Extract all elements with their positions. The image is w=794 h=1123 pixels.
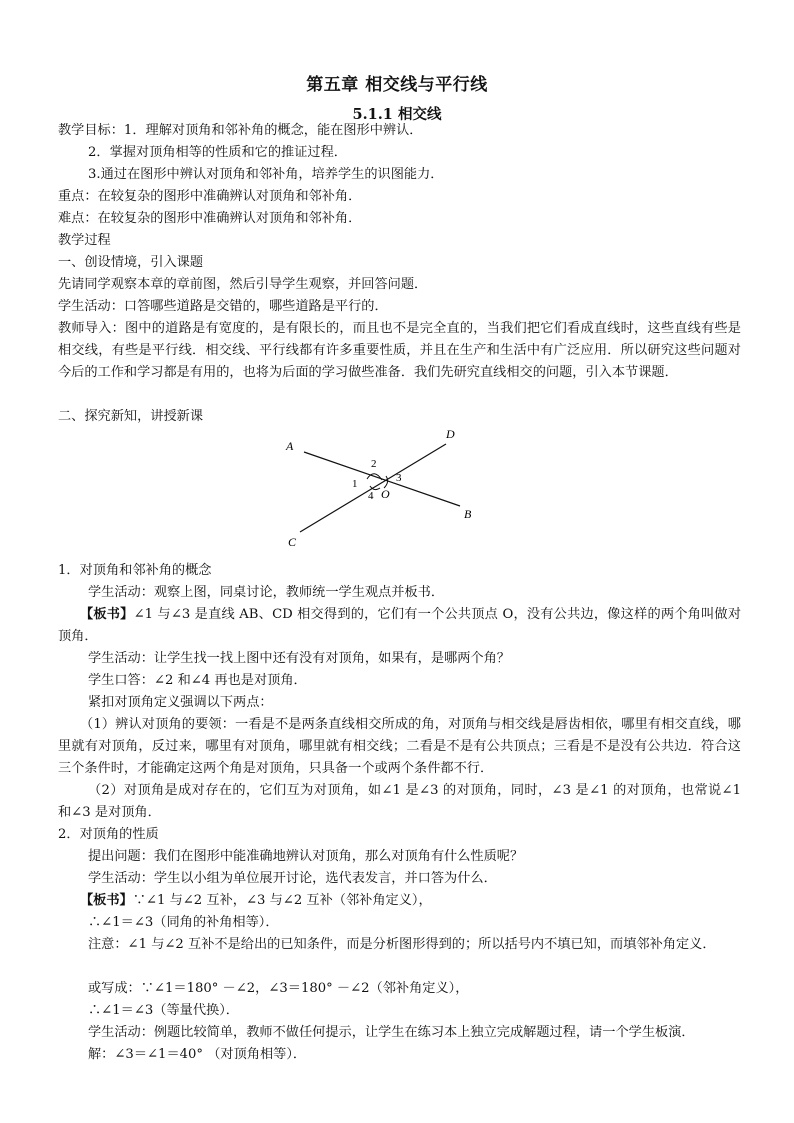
part2-heading: 2．对顶角的性质 — [58, 827, 159, 842]
label-o: O — [381, 487, 390, 501]
part1-heading: 1．对顶角和邻补角的概念 — [58, 563, 212, 578]
label-d: D — [446, 428, 455, 441]
angle-label-4: 4 — [368, 490, 374, 502]
section1-heading: 一、创设情境，引入课题 — [58, 255, 204, 270]
section-title: 5.1.1 相交线 — [352, 106, 442, 123]
section2-heading: 二、探究新知，讲授新课 — [58, 409, 204, 424]
board-tag-2: 【板书】 — [80, 893, 133, 908]
angle-label-1: 1 — [352, 478, 358, 490]
objectives-line-1: 教学目标：1．理解对顶角和邻补角的概念，能在图形中辨认． — [58, 123, 423, 138]
label-a: A — [286, 439, 294, 453]
teacher-intro-paragraph: 教师导入：图中的道路是有宽度的，是有限长的，而且也不是完全直的，当我们把它们看成直线时，这些直线有些是相交线，有些是平行线．相交线、平行线都有许多重要性质，并且在生产和生活中有广泛应用．所以研究这些问题对今后的工作和学习都是有用的，也将为后面的学习做些准备．我们先研究直线相交的问题，引入本节课题． — [58, 321, 741, 380]
part2-note: 注意：∠1 与∠2 互补不是给出的已知条件，而是分析图形得到的；所以括号内不填已知，而填邻补角定义． — [88, 937, 716, 952]
process-heading: 教学过程 — [58, 233, 111, 248]
label-b: B — [464, 507, 472, 521]
part2-question: 提出问题：我们在图形中能准确地辨认对顶角，那么对顶角有什么性质呢？ — [88, 849, 524, 864]
part2-board-conclusion: ∴∠1＝∠3（同角的补角相等）． — [88, 915, 279, 930]
part2-activity: 学生活动：学生以小组为单位展开讨论，选代表发言，并口答为什么． — [88, 871, 497, 886]
part1-activity-1: 学生活动：观察上图，同桌讨论，教师统一学生观点并板书． — [88, 585, 445, 600]
part2-solution: 解：∠3＝∠1＝40° （对顶角相等）． — [88, 1047, 307, 1062]
section1-line-1: 先请同学观察本章的章前图，然后引导学生观察，并回答问题． — [58, 277, 428, 292]
part1-point-1: （1）辨认对顶角的要领：一看是不是两条直线相交所成的角，对顶角与相交线是唇齿相依，哪里有相交直线，哪里就有对顶角，反过来，哪里有对顶角，哪里就有相交线；二看是不是有公共顶点；三看是不是没有公共边．符合这三个条件时，才能确定这两个角是对顶角，只具备一个或两个条件都不行． — [58, 717, 741, 776]
angle-label-3: 3 — [396, 472, 402, 484]
part1-point-2: （2）对顶角是成对存在的，它们互为对顶角，如∠1 是∠3 的对顶角，同时，∠3 是∠1 的对顶角，也常说∠1 和∠3 是对顶角． — [58, 783, 741, 820]
part1-activity-2: 学生活动：让学生找一找上图中还有没有对顶角，如果有，是哪两个角？ — [88, 651, 510, 666]
objectives-line-2: 2．掌握对顶角相等的性质和它的推证过程． — [88, 145, 347, 160]
chapter-title: 第五章 相交线与平行线 — [306, 75, 488, 95]
section1-line-2: 学生活动：口答哪些道路是交错的，哪些道路是平行的． — [58, 299, 388, 314]
board-text-2: ∵∠1 与∠2 互补，∠3 与∠2 互补（邻补角定义）， — [132, 893, 432, 908]
part2-alt-2: ∴∠1＝∠3（等量代换）． — [88, 1003, 239, 1018]
difficulty: 难点：在较复杂的图形中准确辨认对顶角和邻补角． — [58, 211, 362, 226]
part2-alt-1: 或写成：∵∠1＝180° －∠2，∠3＝180° －∠2（邻补角定义）， — [88, 981, 469, 996]
part2-activity-2: 学生活动：例题比较简单，教师不做任何提示，让学生在练习本上独立完成解题过程，请一个学生板演． — [88, 1025, 695, 1040]
intersecting-lines-figure — [282, 428, 478, 550]
board-text: ∠1 与∠3 是直线 AB、CD 相交得到的，它们有一个公共顶点 O，没有公共边，像这样的两个角叫做对顶角． — [58, 607, 742, 644]
label-c: C — [288, 535, 297, 549]
part1-board-paragraph — [58, 604, 741, 648]
part1-oral-answer: 学生口答：∠2 和∠4 再也是对顶角． — [88, 673, 307, 688]
part2-board-line — [80, 890, 765, 912]
key-point: 重点：在较复杂的图形中准确辨认对顶角和邻补角． — [58, 189, 362, 204]
board-tag: 【板书】 — [80, 607, 134, 622]
angle-label-2: 2 — [371, 458, 377, 470]
objectives-line-3: 3.通过在图形中辨认对顶角和邻补角，培养学生的识图能力． — [88, 167, 444, 182]
part1-emphasis: 紧扣对顶角定义强调以下两点： — [88, 695, 273, 710]
